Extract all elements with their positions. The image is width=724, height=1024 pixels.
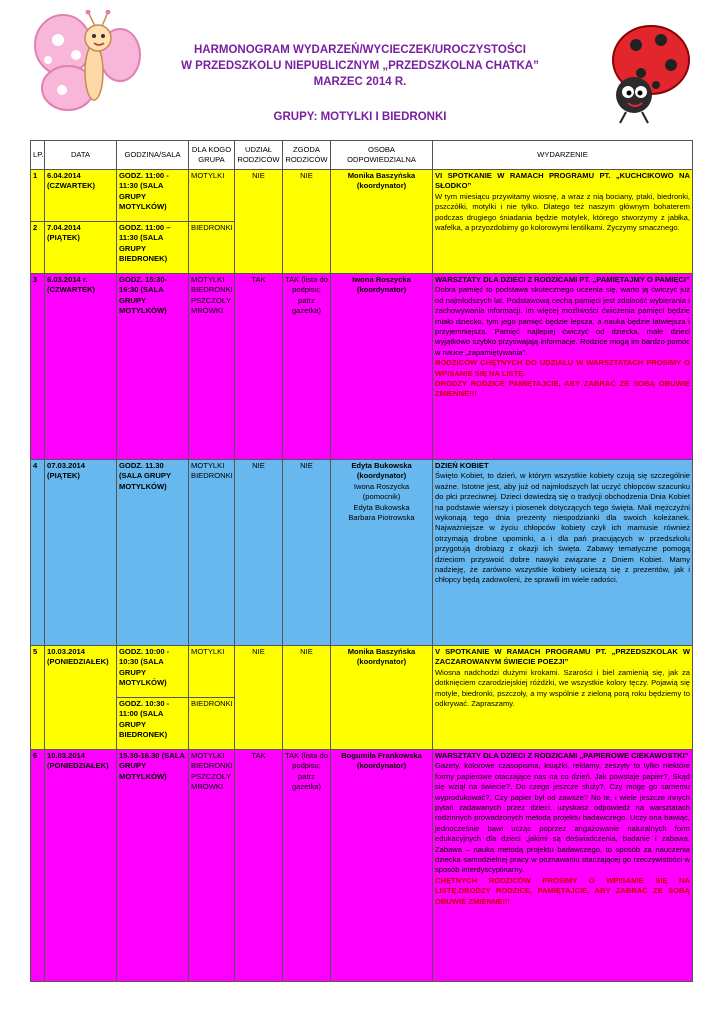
butterfly-illustration	[28, 10, 148, 120]
row-number: 1	[31, 170, 45, 222]
row-number: 5	[31, 646, 45, 750]
row-participation: NIE	[235, 460, 283, 646]
event-title: DZIEŃ KOBIET	[435, 461, 489, 470]
row-group: MOTYLKI BIEDRONKI	[189, 460, 235, 646]
event-title: WARSZTATY DLA DZIECI Z RODZICAMI PT. „PAMIĘTAJMY O PAMIĘCI”	[435, 275, 690, 284]
column-header: DATA	[45, 141, 117, 170]
person-extra: Barbara Piotrowska	[348, 513, 415, 523]
row-person: Iwona Roszycka (koordynator)	[331, 274, 433, 460]
event-text: Święto Kobiet, to dzień, w którym wszystkie kobiety czują się szczególnie ważne. Istotne jest, aby już od najmłodszych lat uczyć chłopców szacunku do płci przeciwnej. Dzieci dowiedzą się o tradycji obchodzenia Dnia Kobiet na podstawie wierszy i piosenek dotyczących tego święta. Mali mężczyźni wykonają tego dnia prezenty niespodzianki dla swoich koleżanek. Najważniejsze w życiu chłopców kobiety czyli ich mamusie również otrzymają drobne upominki, a i dla pań pracujących w przedszkolu przygotują drobiazg z okazji ich święta. Zabawy tematyczne pomogą dzieciom przyswoić dobre nawyki związane z Dniem Kobiet. Mamy nadzieję, że zarówno wszystkie kobiety ucieszą się z prezentów, jak i chłopcy będą zadowoleni, że sprawili im wiele radości.	[435, 471, 690, 585]
document-title-line-2: W PRZEDSZKOLU NIEPUBLICZNYM „PRZEDSZKOLNA CHATKA”	[181, 60, 539, 72]
row-person: Monika Baszyńska (koordynator)	[331, 170, 433, 274]
table-header-row	[31, 141, 693, 170]
row-time: GODZ. 11:00 – 11:30 (SALA GRUPY BIEDRONEK)	[117, 222, 189, 274]
row-time: GODZ. 11.30 (SALA GRUPY MOTYLKÓW)	[117, 460, 189, 646]
column-header: DLA KOGO GRUPA	[189, 141, 235, 170]
document-title-line-3: MARZEC 2014 R.	[313, 76, 407, 88]
row-group: MOTYLKI	[189, 170, 235, 222]
row-event	[433, 170, 693, 274]
event-text: Gazety, kolorowe czasopisma, książki, reklamy, zeszyty to tylko niektóre formy papierowe otaczające nas na co dzień. Jak powstaje papier?, Skąd się wziął na świecie?, Do czego jeszcze służy?, Czy mogę go samemu wyprodukować?, Czy papier był od zawsze? No te, i wiele jeszcze innych pytań zadawanych przez dzieci, uzyskasz odpowiedź na warsztatach rodzinnych prowadzonych metodą projektu badawczego. Uczy ona bawiąc, jednocześnie bawi ucząc poprzez angażowanie naturalnych form edukacyjnych dla dzieci „jakimi są doświadczenia, badanie i zabawa. Zabawa – nauka metodą projektu badawczego, to sposób za nauczenia dziecka samodzielnej pracy w poznawaniu otaczającej go rzeczywistości w sposób interdyscyplinarny.	[435, 761, 690, 875]
person-coordinator: Edyta Bukowska (koordynator)	[351, 461, 412, 481]
ladybug-illustration	[596, 15, 696, 125]
person-extra: Iwona Roszycka	[353, 481, 410, 491]
row-consent: TAK (lista do podpisu; patrz gazetka)	[283, 750, 331, 982]
document-header	[0, 0, 724, 140]
row-consent: NIE	[283, 646, 331, 750]
row-date: 6.04.2014 (CZWARTEK)	[45, 170, 117, 222]
row-participation: TAK	[235, 750, 283, 982]
row-date: 7.04.2014 (PIĄTEK)	[45, 222, 117, 274]
row-date: 6.03.2014 r. (CZWARTEK)	[45, 274, 117, 460]
row-group: MOTYLKI BIEDRONKI PSZCZOŁY MRÓWKI	[189, 750, 235, 982]
row-number: 2	[31, 222, 45, 274]
row-group: MOTYLKI	[189, 646, 235, 698]
column-header: OSOBA ODPOWIEDZIALNA	[331, 141, 433, 170]
row-participation: TAK	[235, 274, 283, 460]
row-group: BIEDRONKI	[189, 222, 235, 274]
row-event	[433, 274, 693, 460]
row-person: Monika Baszyńska (koordynator)	[331, 646, 433, 750]
event-title: V SPOTKANIE W RAMACH PROGRAMU PT. „PRZEDSZKOLAK W ZACZAROWANYM ŚWIECIE POEZJI”	[435, 647, 690, 667]
event-text: Wiosna nadchodzi dużymi krokami. Szarości i biel zamienią się, jak za dotknięciem czarodziejskiej różdżki, we wszystkie kolory tęczy. Pojawią się motyle, biedronki, pszczoły, a my wspólnie z zieloną porą roku będziemy to odkrywać. Zapraszamy.	[435, 667, 690, 709]
row-participation: NIE	[235, 646, 283, 750]
row-date: 10.03.2014 (PONIEDZIAŁEK)	[45, 750, 117, 982]
schedule-table	[30, 140, 693, 982]
row-consent: NIE	[283, 460, 331, 646]
table-row	[31, 460, 693, 646]
event-text: W tym miesiącu przywitamy wiosnę, a wraz z nią bociany, ptaki, biedronki, pszczółki, motylki i nie tylko. Dlatego też naszym głównym bohaterem podczas drugiego śniadania będzie motylek, którego stworzymy z jabłka, wafelka, a przyozdobimy go kolorowymi lentilkami. Życzymy smacznego.	[435, 191, 690, 233]
row-consent: NIE	[283, 170, 331, 274]
table-row	[31, 274, 693, 460]
row-number: 3	[31, 274, 45, 460]
table-row	[31, 646, 693, 698]
row-event	[433, 750, 693, 982]
row-time: GODZ. 10:30 - 11:00 (SALA GRUPY BIEDRONEK)	[117, 698, 189, 750]
person-extra: Edyta Bukowska	[353, 502, 410, 512]
row-time: GODZ. 10:00 - 10:30 (SALA GRUPY MOTYLKÓW)	[117, 646, 189, 698]
table-row	[31, 170, 693, 222]
row-number: 4	[31, 460, 45, 646]
row-event	[433, 460, 693, 646]
event-text: Dobra pamięć to podstawa skutecznego uczenia się, warto ją ćwiczyć już od najmłodszych lat. Podstawową cechą pamięci jest zdolność wybierania i zachowywania informacji. im więcej możliwości ćwiczenia pamięci będzie miało dziecko, tym jego pamięć będzie lepsza, a nauka będzie łatwiejsza i przyjemniejsza. Pamięć najlepiej ćwiczyć od dziecka, małe dzieci wyjątkowo szybko przyswajają informacje. Rodzice mogą im bardzo pomóc w nauce „zapamiętywania”.	[435, 285, 690, 357]
row-consent: TAK (lista do podpisu; patrz gazetka)	[283, 274, 331, 460]
row-time: GODZ. 15:30-16:30 (SALA GRUPY MOTYLKÓW)	[117, 274, 189, 460]
person-extra: (pomocnik)	[362, 492, 401, 502]
column-header: ZGODA RODZICÓW	[283, 141, 331, 170]
event-note: DRODZY RODZICE PAMIĘTAJCIE, ABY ZABRAĆ ZE SOBĄ OBUWIE ZMIENNE!!!	[435, 379, 690, 399]
event-note: CHĘTNYCH RODZICÓW PROSIMY O WPISANIE SIĘ NA LISTĘ.DRODZY RODZICE, PAMIĘTAJCIE, ABY ZABRAĆ ZE SOBĄ OBUWIE ZMIENNE!!!	[435, 875, 690, 906]
row-event	[433, 646, 693, 750]
column-header: LP.	[31, 141, 45, 170]
row-group: MOTYLKI BIEDRONKI PSZCZOŁY MRÓWKI	[189, 274, 235, 460]
row-date: 07.03.2014 (PIĄTEK)	[45, 460, 117, 646]
row-group: BIEDRONKI	[189, 698, 235, 750]
column-header: WYDARZENIE	[433, 141, 693, 170]
row-number: 6	[31, 750, 45, 982]
column-header: UDZIAŁ RODZICÓW	[235, 141, 283, 170]
row-date: 10.03.2014 (PONIEDZIAŁEK)	[45, 646, 117, 750]
event-note: RODZICÓW CHĘTNYCH DO UDZIAŁU W WARSZTATACH PROSIMY O WPISANIE SIĘ NA LISTĘ.	[435, 358, 690, 378]
row-participation: NIE	[235, 170, 283, 274]
table-row	[31, 750, 693, 982]
event-title: WARSZTATY DLA DZIECI Z RODZICAMI „PAPIEROWE CIEKAWOSTKI”	[435, 751, 689, 760]
row-person	[331, 460, 433, 646]
groups-heading: GRUPY: MOTYLKI I BIEDRONKI	[273, 111, 447, 123]
event-title: VI SPOTKANIE W RAMACH PROGRAMU PT. „KUCHCIKOWO NA SŁODKO”	[435, 171, 690, 191]
row-time: 15.30-16.30 (SALA GRUPY MOTYLKÓW)	[117, 750, 189, 982]
row-person: Bogumiła Frankowska (koordynator)	[331, 750, 433, 982]
row-time: GODZ. 11:00 - 11:30 (SALA GRUPY MOTYLKÓW)	[117, 170, 189, 222]
column-header: GODZINA/SALA	[117, 141, 189, 170]
document-title-line-1: HARMONOGRAM WYDARZEŃ/WYCIECZEK/UROCZYSTOŚCI	[193, 44, 526, 56]
